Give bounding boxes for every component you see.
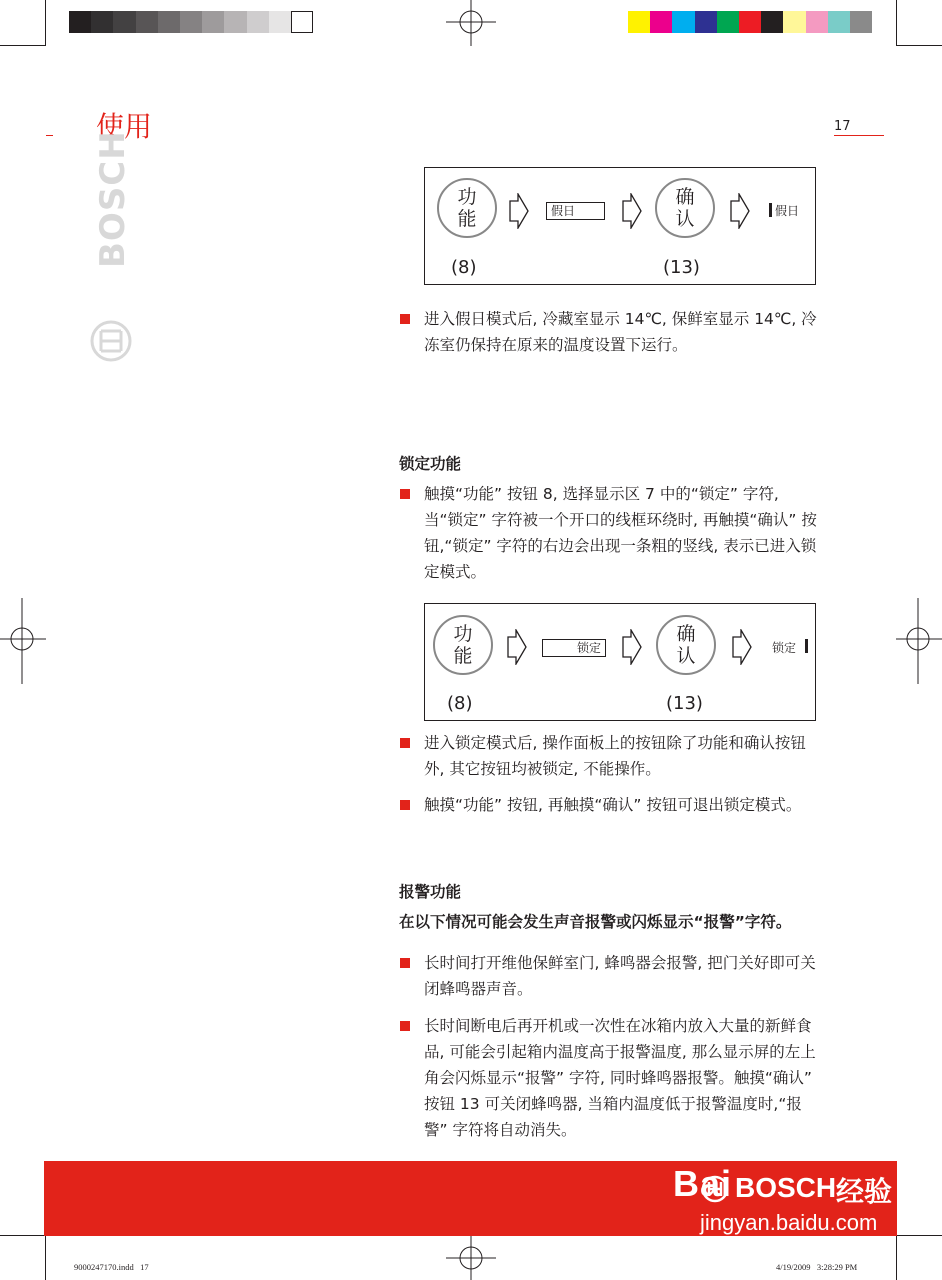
color-swatch: [291, 11, 313, 33]
lock-bar: [805, 639, 808, 653]
circle-char: 功: [453, 623, 473, 645]
arrow-right-icon: [622, 193, 642, 229]
page-number: 17: [834, 119, 851, 134]
lock-heading: 锁定功能: [399, 455, 462, 473]
arrow-right-icon: [622, 629, 642, 665]
crop-mark: [0, 45, 46, 46]
button-number-label: (8): [451, 257, 477, 278]
bosch-logo-icon: [700, 1174, 730, 1204]
lock-diagram: [424, 603, 816, 721]
footer-brand: BOSCH: [735, 1172, 837, 1203]
confirm-button-icon: [656, 615, 716, 675]
color-swatch: [717, 11, 739, 33]
registration-mark: [446, 1236, 496, 1280]
lock-paragraph-3: 触摸“功能” 按钮, 再触摸“确认” 按钮可退出锁定模式。: [424, 796, 802, 814]
color-swatch: [158, 11, 180, 33]
watermark-url: jingyan.baidu.com: [700, 1210, 878, 1235]
bosch-logo-icon: [89, 319, 133, 363]
alarm-heading: 报警功能: [399, 883, 462, 901]
arrow-right-icon: [509, 193, 529, 229]
lock-paragraph-1: 触摸“功能” 按钮 8, 选择显示区 7 中的“锁定” 字符, 当“锁定” 字符被一个开口的线框环绕时, 再触摸“确认” 按钮,“锁定” 字符的右边会出现一条粗的竖线, 表示已进入锁定模式。: [424, 485, 817, 581]
display-lock-result: 锁定: [772, 641, 797, 655]
color-swatch: [806, 11, 828, 33]
alarm-intro: 在以下情况可能会发生声音报警或闪烁显示“报警”字符。: [399, 913, 792, 931]
watermark-logo: Bai: [673, 1163, 733, 1204]
arrow-right-icon: [730, 193, 750, 229]
header-rule-right: [834, 135, 884, 136]
holiday-paragraph: 进入假日模式后, 冷藏室显示 14℃, 保鲜室显示 14℃, 冷冻室仍保持在原来的温度设置下运行。: [424, 310, 817, 354]
color-swatch: [828, 11, 850, 33]
circle-char: 能: [457, 208, 477, 230]
color-swatch: [650, 11, 672, 33]
bullet-icon: [400, 738, 410, 748]
date-info: 4/19/2009 3:28:29 PM: [776, 1262, 858, 1272]
crop-mark: [896, 0, 897, 46]
function-button-icon: [433, 615, 493, 675]
arrow-right-icon: [507, 629, 527, 665]
color-swatch: [672, 11, 694, 33]
circle-char: 认: [676, 645, 696, 667]
lock-paragraph-2: 进入锁定模式后, 操作面板上的按钮除了功能和确认按钮外, 其它按钮均被锁定, 不能操作。: [424, 734, 806, 778]
bullet-icon: [400, 489, 410, 499]
side-brand-wordmark: BOSCH: [93, 130, 133, 268]
lock-bar: [769, 203, 772, 217]
button-number-label: (13): [663, 257, 700, 278]
crop-mark: [896, 1236, 897, 1280]
color-swatch: [136, 11, 158, 33]
bullet-icon: [400, 958, 410, 968]
registration-mark: [896, 598, 942, 684]
arrow-right-icon: [732, 629, 752, 665]
registration-mark: [446, 0, 496, 46]
circle-char: 确: [676, 623, 696, 645]
color-swatch: [269, 11, 291, 33]
watermark-cn: 经验: [836, 1175, 893, 1208]
bullet-icon: [400, 314, 410, 324]
color-swatch: [739, 11, 761, 33]
color-swatch: [180, 11, 202, 33]
color-swatch: [247, 11, 269, 33]
circle-char: 认: [675, 208, 695, 230]
confirm-button-icon: [655, 178, 715, 238]
crop-mark: [45, 1236, 46, 1280]
color-swatch: [69, 11, 91, 33]
crop-mark: [0, 1235, 46, 1236]
color-swatch: [224, 11, 246, 33]
circle-char: 能: [453, 645, 473, 667]
color-swatch: [761, 11, 783, 33]
function-button-icon: [437, 178, 497, 238]
display-lock-box: 锁定: [542, 639, 606, 657]
color-swatch: [783, 11, 805, 33]
alarm-paragraph-2: 长时间断电后再开机或一次性在冰箱内放入大量的新鲜食品, 可能会引起箱内温度高于报警温度, 那么显示屏的左上角会闪烁显示“报警” 字符, 同时蜂鸣器报警。触摸“确认” 按钮 13 可关闭蜂鸣器, 当箱内温度低于报警温度时,“报警” 字符将自动消失。: [424, 1017, 816, 1139]
bullet-icon: [400, 800, 410, 810]
color-swatch: [202, 11, 224, 33]
crop-mark: [45, 0, 46, 46]
circle-char: 功: [457, 186, 477, 208]
crop-mark: [896, 45, 942, 46]
header-rule-left: [46, 135, 53, 136]
bullet-icon: [400, 1021, 410, 1031]
holiday-diagram: [424, 167, 816, 285]
alarm-paragraph-1: 长时间打开维他保鲜室门, 蜂鸣器会报警, 把门关好即可关闭蜂鸣器声音。: [424, 954, 816, 998]
button-number-label: (8): [447, 693, 473, 714]
color-swatch: [91, 11, 113, 33]
color-swatch: [113, 11, 135, 33]
button-number-label: (13): [666, 693, 703, 714]
circle-char: 确: [675, 186, 695, 208]
color-swatch: [628, 11, 650, 33]
display-holiday-result: 假日: [775, 204, 800, 218]
color-swatch: [850, 11, 872, 33]
registration-mark: [0, 598, 46, 684]
file-info: 9000247170.indd 17: [74, 1262, 149, 1272]
color-swatch: [695, 11, 717, 33]
display-holiday-box: 假日: [546, 202, 605, 220]
page-title: 使用: [96, 110, 153, 143]
crop-mark: [896, 1235, 942, 1236]
